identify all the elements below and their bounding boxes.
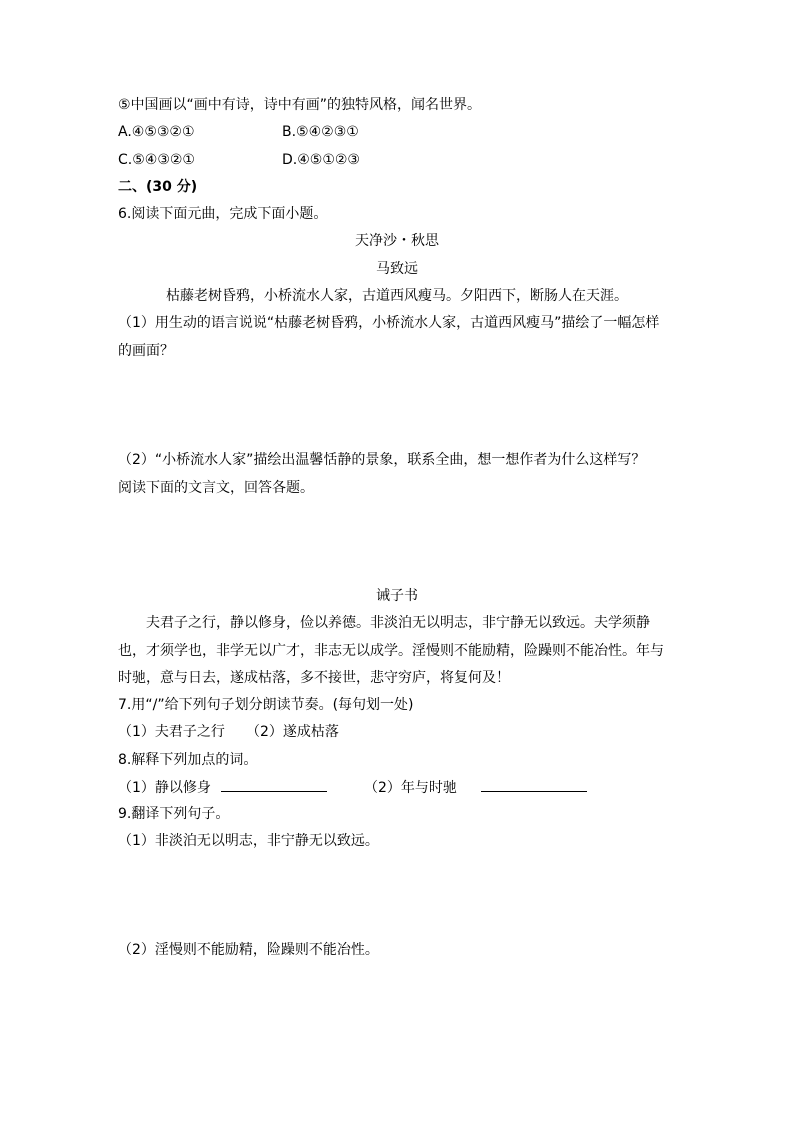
option-a: A.④⑤③②① — [118, 124, 195, 140]
question6-1-line1: （1）用生动的语言说说“枯藤老树昏鸦，小桥流水人家，古道西风瘦马”描绘了一幅怎样 — [118, 315, 660, 331]
question6-prompt: 6.阅读下面元曲，完成下面小题。 — [118, 206, 328, 222]
classical-text-line2: 也，才须学也，非学无以广才，非志无以成学。淫慢则不能励精，险躁则不能冶性。年与 — [118, 643, 664, 659]
classical-text-line1: 夫君子之行，静以修身，俭以养德。非淡泊无以明志，非宁静无以致远。夫学须静 — [146, 615, 650, 631]
question5-item5: ⑤中国画以“画中有诗，诗中有画”的独特风格，闻名世界。 — [118, 97, 482, 113]
question8-item1-label: （1）静以修身 — [118, 780, 211, 796]
question8-item2 — [364, 777, 587, 798]
question9-prompt: 9.翻译下列句子。 — [118, 806, 230, 822]
classical-text-prompt: 阅读下面的文言文，回答各题。 — [118, 480, 314, 496]
poem-author: 马致远 — [376, 261, 418, 277]
question6-1-line2: 的画面？ — [118, 343, 174, 359]
question8-item2-label: （2）年与时驰 — [364, 780, 457, 796]
option-d: D.④⑤①②③ — [282, 152, 360, 168]
poem-title: 天净沙・秋思 — [355, 233, 439, 249]
question8-prompt: 8.解释下列加点的词。 — [118, 752, 258, 768]
poem-body: 枯藤老树昏鸦，小桥流水人家，古道西风瘦马。夕阳西下，断肠人在天涯。 — [166, 288, 628, 304]
question8-item1 — [118, 777, 327, 798]
option-b: B.⑤④②③① — [282, 124, 359, 140]
answer-blank[interactable] — [221, 777, 327, 792]
classical-text-title: 诫子书 — [376, 588, 418, 604]
question7-item2: （2）遂成枯落 — [246, 724, 339, 740]
section-heading: 二、(30 分) — [118, 179, 198, 195]
answer-blank[interactable] — [481, 777, 587, 792]
option-c: C.⑤④③②① — [118, 152, 195, 168]
classical-text-line3: 时驰，意与日去，遂成枯落，多不接世，悲守穷庐，将复何及！ — [118, 670, 510, 686]
question7-prompt: 7.用“/”给下列句子划分朗读节奏。(每句划一处) — [118, 697, 414, 713]
question9-item2: （2）淫慢则不能励精，险躁则不能冶性。 — [118, 942, 379, 958]
question7-item1: （1）夫君子之行 — [118, 724, 225, 740]
question6-2: （2）“小桥流水人家”描绘出温馨恬静的景象，联系全曲，想一想作者为什么这样写？ — [118, 452, 646, 468]
question9-item1: （1）非淡泊无以明志，非宁静无以致远。 — [118, 833, 379, 849]
